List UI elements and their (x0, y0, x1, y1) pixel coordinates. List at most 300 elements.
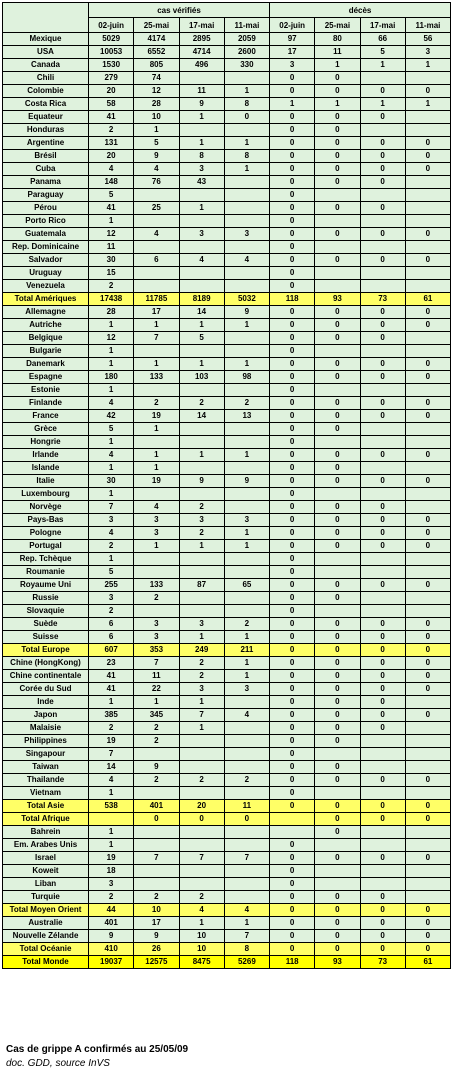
cases-cell: 2 (179, 891, 224, 904)
country-cell: Chine continentale (3, 670, 89, 683)
cases-cell: 17 (134, 917, 179, 930)
cases-cell: 2 (89, 891, 134, 904)
cases-cell: 1 (224, 85, 269, 98)
cases-cell: 4 (179, 904, 224, 917)
deaths-cell: 0 (360, 579, 405, 592)
deaths-cell: 0 (315, 449, 360, 462)
cases-cell (179, 345, 224, 358)
cases-cell: 20 (179, 800, 224, 813)
country-cell: Total Asie (3, 800, 89, 813)
deaths-cell: 0 (405, 137, 450, 150)
deaths-cell: 0 (270, 501, 315, 514)
deaths-cell: 0 (315, 124, 360, 137)
deaths-cell: 0 (360, 410, 405, 423)
cases-cell: 11 (179, 85, 224, 98)
cases-cell (224, 826, 269, 839)
cases-cell: 496 (179, 59, 224, 72)
deaths-cell (315, 215, 360, 228)
deaths-cell: 0 (360, 540, 405, 553)
cases-cell: 9 (134, 761, 179, 774)
country-cell: Paraguay (3, 189, 89, 202)
deaths-cell (405, 605, 450, 618)
cases-cell: 14 (89, 761, 134, 774)
cases-cell: 1 (224, 137, 269, 150)
cases-cell: 6 (89, 631, 134, 644)
country-cell: Portugal (3, 540, 89, 553)
deaths-cell: 73 (360, 293, 405, 306)
deaths-cell: 1 (315, 98, 360, 111)
table-row (3, 735, 451, 748)
cases-cell (224, 267, 269, 280)
deaths-cell: 0 (270, 865, 315, 878)
cases-cell (134, 241, 179, 254)
table-row (3, 267, 451, 280)
deaths-cell: 0 (270, 618, 315, 631)
deaths-cell: 0 (270, 423, 315, 436)
cases-cell: 7 (134, 657, 179, 670)
cases-cell: 9 (89, 930, 134, 943)
cases-cell (224, 501, 269, 514)
table-row (3, 137, 451, 150)
deaths-cell: 3 (270, 59, 315, 72)
country-cell: Pérou (3, 202, 89, 215)
deaths-cell (360, 761, 405, 774)
cases-cell: 3 (224, 683, 269, 696)
cases-cell: 4 (224, 709, 269, 722)
cases-cell: 19 (134, 410, 179, 423)
deaths-cell: 0 (405, 917, 450, 930)
cases-cell: 4 (89, 163, 134, 176)
cases-cell (224, 748, 269, 761)
cases-cell (179, 761, 224, 774)
deaths-cell: 0 (405, 930, 450, 943)
deaths-cell (405, 267, 450, 280)
region-total-row (3, 904, 451, 917)
deaths-cell: 0 (270, 202, 315, 215)
cases-cell: 28 (89, 306, 134, 319)
cases-cell: 11 (89, 241, 134, 254)
deaths-cell (360, 280, 405, 293)
cases-cell (224, 865, 269, 878)
table-row (3, 722, 451, 735)
cases-cell: 279 (89, 72, 134, 85)
country-cell: Total Amériques (3, 293, 89, 306)
deaths-cell (405, 215, 450, 228)
cases-cell: 3 (89, 592, 134, 605)
cases-cell: 74 (134, 72, 179, 85)
cases-cell (224, 176, 269, 189)
cases-cell: 2 (179, 657, 224, 670)
table-row (3, 488, 451, 501)
table-row (3, 111, 451, 124)
deaths-cell: 0 (315, 930, 360, 943)
deaths-cell (315, 436, 360, 449)
deaths-cell: 0 (270, 566, 315, 579)
country-cell: Inde (3, 696, 89, 709)
deaths-cell: 0 (405, 540, 450, 553)
table-row (3, 826, 451, 839)
cases-cell (179, 241, 224, 254)
cases-cell (179, 267, 224, 280)
deaths-cell: 0 (360, 176, 405, 189)
country-cell: Autriche (3, 319, 89, 332)
table-row (3, 618, 451, 631)
cases-cell: 11785 (134, 293, 179, 306)
country-cell: Islande (3, 462, 89, 475)
deaths-cell (405, 202, 450, 215)
deaths-cell: 0 (270, 683, 315, 696)
deaths-cell: 1 (360, 59, 405, 72)
cases-cell (179, 748, 224, 761)
deaths-cell: 0 (405, 683, 450, 696)
table-row (3, 696, 451, 709)
deaths-cell: 0 (270, 267, 315, 280)
cases-cell: 1 (224, 358, 269, 371)
table-row (3, 592, 451, 605)
table-row (3, 254, 451, 267)
country-cell: Honduras (3, 124, 89, 137)
cases-cell (224, 696, 269, 709)
deaths-cell: 0 (270, 735, 315, 748)
cases-cell: 9 (179, 475, 224, 488)
cases-cell: 2059 (224, 33, 269, 46)
cases-cell: 1 (89, 787, 134, 800)
deaths-cell (405, 696, 450, 709)
cases-cell (224, 215, 269, 228)
deaths-cell (405, 72, 450, 85)
cases-cell: 385 (89, 709, 134, 722)
deaths-cell: 0 (270, 514, 315, 527)
cases-cell: 4 (134, 163, 179, 176)
deaths-cell (405, 488, 450, 501)
deaths-cell (360, 462, 405, 475)
cases-cell: 1 (89, 345, 134, 358)
table-row (3, 345, 451, 358)
region-total-row (3, 644, 451, 657)
cases-cell (89, 813, 134, 826)
deaths-cell: 0 (405, 410, 450, 423)
cases-cell: 6 (134, 254, 179, 267)
deaths-cell: 0 (315, 917, 360, 930)
deaths-cell: 0 (405, 449, 450, 462)
deaths-cell: 0 (270, 852, 315, 865)
cases-cell: 538 (89, 800, 134, 813)
cases-cell: 211 (224, 644, 269, 657)
cases-cell: 7 (224, 930, 269, 943)
cases-cell: 0 (224, 111, 269, 124)
country-cell: Uruguay (3, 267, 89, 280)
deaths-cell (405, 501, 450, 514)
cases-cell: 2 (179, 774, 224, 787)
country-cell: Total Monde (3, 956, 89, 969)
deaths-cell: 0 (360, 904, 405, 917)
table-row (3, 59, 451, 72)
deaths-cell (360, 878, 405, 891)
cases-cell (224, 423, 269, 436)
cases-cell (179, 553, 224, 566)
caption (6, 1043, 188, 1071)
table-row (3, 33, 451, 46)
country-cell: Em. Arabes Unis (3, 839, 89, 852)
deaths-cell (315, 787, 360, 800)
deaths-cell (360, 215, 405, 228)
deaths-cell: 0 (360, 111, 405, 124)
country-cell: Total Europe (3, 644, 89, 657)
country-cell: Canada (3, 59, 89, 72)
cases-cell (224, 761, 269, 774)
deaths-cell: 0 (315, 813, 360, 826)
country-cell: Malaisie (3, 722, 89, 735)
country-cell: Koweit (3, 865, 89, 878)
deaths-cell (315, 384, 360, 397)
deaths-cell: 0 (315, 423, 360, 436)
cases-cell: 5 (89, 423, 134, 436)
deaths-cell: 66 (360, 33, 405, 46)
table-row (3, 202, 451, 215)
deaths-cell: 0 (405, 475, 450, 488)
deaths-cell: 0 (360, 163, 405, 176)
deaths-cell: 0 (360, 800, 405, 813)
table-row (3, 280, 451, 293)
deaths-cell: 0 (315, 111, 360, 124)
country-cell: Vietnam (3, 787, 89, 800)
table-row (3, 839, 451, 852)
cases-cell: 9 (134, 930, 179, 943)
country-cell: Luxembourg (3, 488, 89, 501)
deaths-cell: 0 (270, 124, 315, 137)
cases-cell (134, 345, 179, 358)
table-row (3, 631, 451, 644)
cases-cell: 1 (89, 826, 134, 839)
cases-cell: 6 (89, 618, 134, 631)
cases-cell: 330 (224, 59, 269, 72)
cases-cell: 1 (224, 163, 269, 176)
cases-cell: 1 (89, 384, 134, 397)
deaths-cell (405, 566, 450, 579)
table-row (3, 163, 451, 176)
deaths-cell (405, 280, 450, 293)
deaths-cell: 0 (270, 696, 315, 709)
deaths-cell (315, 267, 360, 280)
cases-cell: 4174 (134, 33, 179, 46)
cases-cell (179, 384, 224, 397)
cases-cell: 401 (134, 800, 179, 813)
table-row (3, 774, 451, 787)
deaths-cell (405, 826, 450, 839)
cases-cell: 4714 (179, 46, 224, 59)
deaths-cell (405, 176, 450, 189)
deaths-cell: 0 (315, 852, 360, 865)
cases-cell: 9 (224, 475, 269, 488)
deaths-cell: 0 (270, 930, 315, 943)
deaths-cell: 0 (315, 800, 360, 813)
deaths-cell: 0 (405, 358, 450, 371)
deaths-cell: 0 (360, 202, 405, 215)
cases-cell (224, 72, 269, 85)
cases-cell: 1 (89, 553, 134, 566)
deaths-cell: 0 (360, 358, 405, 371)
header-date: 25-mai (315, 18, 360, 33)
deaths-cell: 0 (270, 553, 315, 566)
deaths-cell: 0 (315, 319, 360, 332)
country-cell: Singapour (3, 748, 89, 761)
cases-cell: 3 (134, 514, 179, 527)
country-cell: Liban (3, 878, 89, 891)
cases-cell: 18 (89, 865, 134, 878)
deaths-cell: 0 (270, 358, 315, 371)
cases-cell: 41 (89, 202, 134, 215)
deaths-cell (360, 735, 405, 748)
deaths-cell: 0 (315, 631, 360, 644)
cases-cell: 3 (134, 527, 179, 540)
cases-cell: 4 (179, 254, 224, 267)
deaths-cell: 0 (360, 449, 405, 462)
country-cell: Espagne (3, 371, 89, 384)
deaths-cell: 0 (270, 891, 315, 904)
country-cell: Estonie (3, 384, 89, 397)
deaths-cell: 0 (270, 631, 315, 644)
cases-cell: 1 (89, 319, 134, 332)
cases-cell: 44 (89, 904, 134, 917)
cases-cell (224, 124, 269, 137)
deaths-cell (360, 605, 405, 618)
deaths-cell: 0 (270, 254, 315, 267)
deaths-cell (360, 241, 405, 254)
deaths-cell (405, 553, 450, 566)
deaths-cell: 0 (270, 839, 315, 852)
cases-cell: 0 (134, 813, 179, 826)
deaths-cell (315, 839, 360, 852)
cases-cell: 1 (224, 527, 269, 540)
deaths-cell: 0 (270, 384, 315, 397)
deaths-cell: 0 (270, 371, 315, 384)
table-row (3, 514, 451, 527)
deaths-cell: 0 (360, 150, 405, 163)
country-cell: Salvador (3, 254, 89, 267)
table-row (3, 332, 451, 345)
table-row (3, 371, 451, 384)
cases-cell (224, 189, 269, 202)
deaths-cell (315, 345, 360, 358)
cases-cell: 249 (179, 644, 224, 657)
table-row (3, 787, 451, 800)
region-total-row (3, 293, 451, 306)
deaths-cell: 0 (405, 85, 450, 98)
cases-cell (224, 462, 269, 475)
country-cell: Philippines (3, 735, 89, 748)
table-row (3, 176, 451, 189)
deaths-cell: 0 (270, 579, 315, 592)
cases-cell (179, 592, 224, 605)
deaths-cell (360, 748, 405, 761)
deaths-cell: 0 (270, 592, 315, 605)
cases-cell: 7 (179, 709, 224, 722)
deaths-cell: 0 (360, 228, 405, 241)
cases-cell (134, 384, 179, 397)
cases-cell (179, 423, 224, 436)
deaths-cell: 0 (360, 683, 405, 696)
country-cell: Chili (3, 72, 89, 85)
cases-cell (224, 202, 269, 215)
deaths-cell: 0 (315, 514, 360, 527)
cases-cell (224, 436, 269, 449)
header-date: 17-mai (360, 18, 405, 33)
region-total-row (3, 943, 451, 956)
cases-cell: 5032 (224, 293, 269, 306)
cases-cell: 2 (134, 397, 179, 410)
cases-cell (224, 280, 269, 293)
cases-cell: 19037 (89, 956, 134, 969)
cases-cell: 3 (89, 514, 134, 527)
deaths-cell (315, 878, 360, 891)
country-cell: Taiwan (3, 761, 89, 774)
deaths-cell (405, 189, 450, 202)
deaths-cell: 0 (405, 813, 450, 826)
table-row (3, 917, 451, 930)
table-row (3, 670, 451, 683)
cases-cell: 1 (89, 462, 134, 475)
cases-cell: 10053 (89, 46, 134, 59)
cases-cell: 19 (89, 852, 134, 865)
deaths-cell: 0 (315, 696, 360, 709)
table-row (3, 748, 451, 761)
deaths-cell: 0 (270, 228, 315, 241)
cases-cell: 10 (134, 904, 179, 917)
world-total-row (3, 956, 451, 969)
cases-cell: 2 (89, 280, 134, 293)
header-date: 02-juin (89, 18, 134, 33)
country-cell: Grèce (3, 423, 89, 436)
country-cell: Argentine (3, 137, 89, 150)
deaths-cell (405, 787, 450, 800)
country-cell: Allemagne (3, 306, 89, 319)
table-row (3, 930, 451, 943)
table-row (3, 475, 451, 488)
deaths-cell: 0 (360, 917, 405, 930)
deaths-cell: 0 (360, 930, 405, 943)
deaths-cell: 73 (360, 956, 405, 969)
cases-cell: 2 (179, 501, 224, 514)
deaths-cell (405, 592, 450, 605)
cases-cell: 7 (134, 332, 179, 345)
table-row (3, 709, 451, 722)
cases-cell: 2 (179, 670, 224, 683)
deaths-cell (360, 384, 405, 397)
cases-cell (134, 553, 179, 566)
cases-cell: 14 (179, 306, 224, 319)
table-row (3, 436, 451, 449)
deaths-cell: 0 (315, 774, 360, 787)
country-cell: Rep. Tchèque (3, 553, 89, 566)
cases-cell: 3 (134, 618, 179, 631)
cases-cell: 2895 (179, 33, 224, 46)
cases-cell (224, 839, 269, 852)
table-row (3, 553, 451, 566)
cases-cell: 65 (224, 579, 269, 592)
country-cell: Roumanie (3, 566, 89, 579)
deaths-cell (360, 826, 405, 839)
cases-cell (224, 241, 269, 254)
deaths-cell: 0 (360, 254, 405, 267)
deaths-cell: 80 (315, 33, 360, 46)
deaths-cell: 0 (315, 657, 360, 670)
country-cell: Australie (3, 917, 89, 930)
cases-cell (134, 787, 179, 800)
cases-cell: 1 (224, 631, 269, 644)
table-row (3, 85, 451, 98)
deaths-cell: 0 (315, 254, 360, 267)
cases-cell (179, 826, 224, 839)
